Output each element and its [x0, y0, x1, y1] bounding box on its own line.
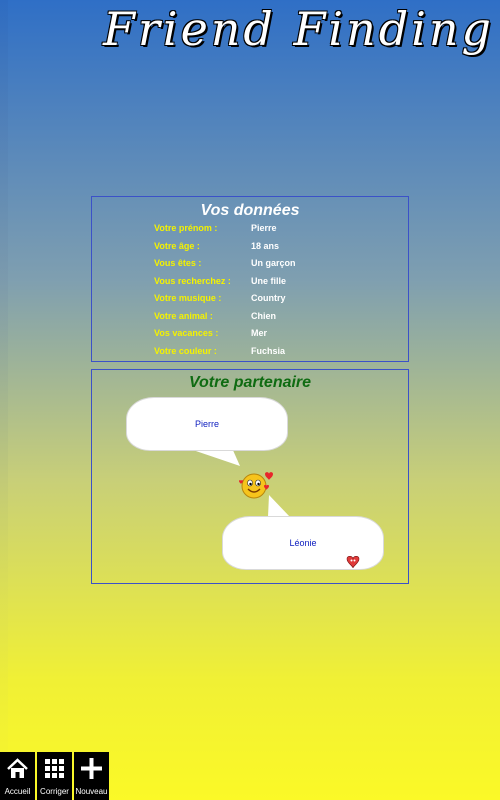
- row-value: Un garçon: [251, 258, 296, 268]
- data-row-looking-for: [154, 276, 404, 294]
- data-rows: [154, 223, 404, 363]
- row-label: Vous êtes :: [154, 258, 202, 268]
- bottom-nav: [0, 752, 111, 800]
- app-title: Friend Finding: [102, 2, 494, 56]
- nav-accueil-label: Accueil: [4, 787, 31, 796]
- row-label: Votre musique :: [154, 293, 222, 303]
- love-smiley-icon: [238, 470, 274, 500]
- nav-corriger-button[interactable]: [37, 752, 72, 800]
- row-value: Fuchsia: [251, 345, 286, 356]
- grid-icon: [37, 755, 72, 783]
- row-value: 18 ans: [251, 240, 280, 251]
- data-row-music: [154, 293, 404, 311]
- plus-icon: [74, 755, 109, 783]
- speech-bubble-self: [126, 397, 288, 451]
- speech-bubble-partner-text: Léonie: [289, 538, 317, 548]
- row-label: Votre âge :: [154, 240, 200, 251]
- row-value: Country: [251, 293, 286, 303]
- data-row-animal: [154, 311, 404, 329]
- row-label: Votre animal :: [154, 310, 213, 321]
- data-row-prenom: [154, 223, 404, 241]
- nav-nouveau-button[interactable]: [74, 752, 109, 800]
- nav-corriger-label: Corriger: [40, 787, 69, 796]
- data-row-color: [154, 346, 404, 364]
- row-label: Vous recherchez :: [154, 275, 231, 286]
- data-panel-title: Vos données: [200, 202, 300, 219]
- row-label: Vos vacances :: [154, 328, 219, 338]
- heart-icon: [345, 553, 361, 569]
- data-row-age: [154, 241, 404, 259]
- row-value: Pierre: [251, 223, 277, 233]
- speech-bubble-self-text: Pierre: [194, 419, 219, 429]
- data-panel: [91, 196, 409, 362]
- nav-nouveau-label: Nouveau: [75, 787, 108, 796]
- row-value: Mer: [251, 328, 268, 338]
- home-icon: [0, 755, 35, 783]
- row-value: Une fille: [251, 275, 287, 286]
- nav-accueil-button[interactable]: [0, 752, 35, 800]
- data-row-gender: [154, 258, 404, 276]
- partner-panel-title: Votre partenaire: [188, 374, 312, 391]
- left-edge-strip: [0, 0, 8, 800]
- row-value: Chien: [251, 310, 277, 321]
- data-row-vacation: [154, 328, 404, 346]
- row-label: Votre couleur :: [154, 345, 217, 356]
- row-label: Votre prénom :: [154, 223, 218, 233]
- partner-panel: [91, 369, 409, 584]
